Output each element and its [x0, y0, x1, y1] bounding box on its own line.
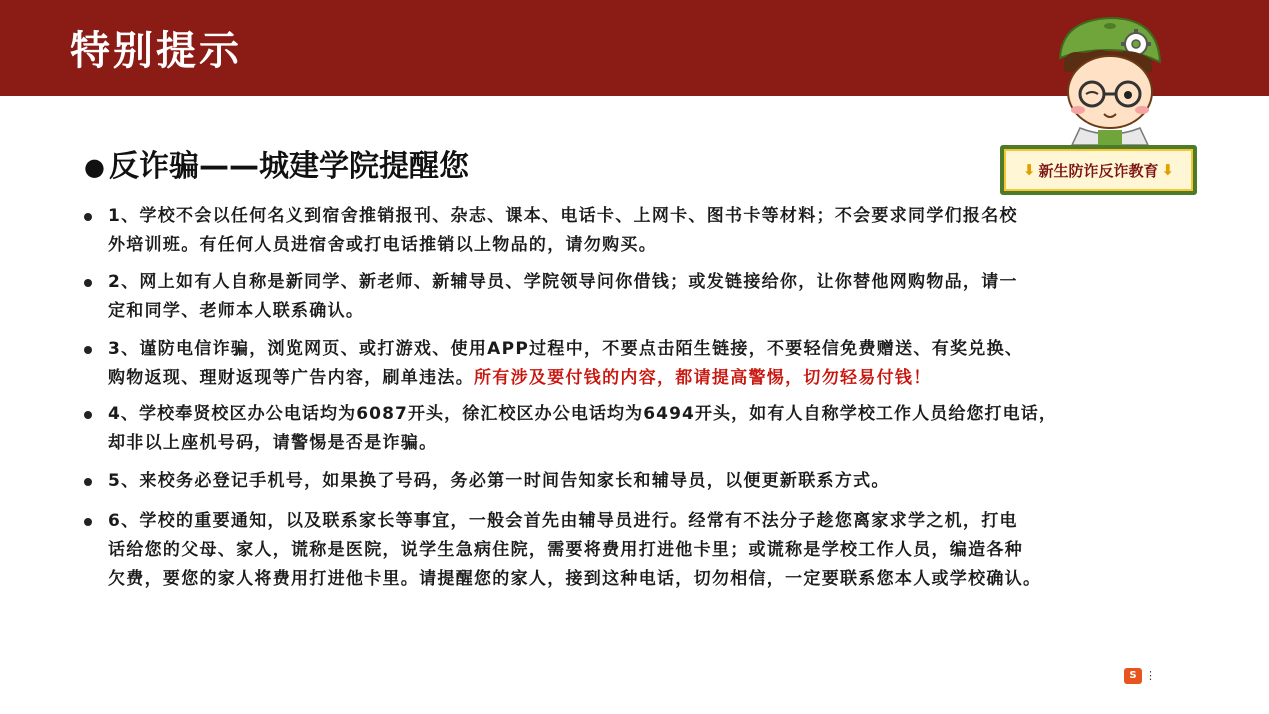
- page-title: 特别提示: [70, 28, 242, 74]
- list-item-line: 欠费，要您的家人将费用打进他卡里。请提醒您的家人，接到这种电话，切勿相信，一定要联系您本人或学校确认。: [108, 569, 1042, 589]
- bullet-icon: [84, 518, 92, 526]
- list-item-line: 2、网上如有人自称是新同学、新老师、新辅导员、学院领导问你借钱；或发链接给你，让你替他网购物品，请一: [108, 272, 1018, 292]
- list-item-line: 3、谨防电信诈骗，浏览网页、或打游戏、使用APP过程中，不要点击陌生链接，不要轻信免费赠送、有奖兑换、: [108, 339, 1024, 359]
- list-item-line: 却非以上座机号码，请警惕是否是诈骗。: [108, 433, 438, 453]
- list-item-line: 话给您的父母、家人，谎称是医院，说学生急病住院，需要将费用打进他卡里；或谎称是学校工作人员，编造各种: [108, 540, 1023, 560]
- list-item-line: [108, 366, 1228, 391]
- section-title: [84, 146, 469, 188]
- bullet-icon: [84, 213, 92, 221]
- badge-label: 新生防诈反诈教育: [1038, 161, 1159, 180]
- bullet-icon: [84, 346, 92, 354]
- list-item-line: 6、学校的重要通知，以及联系家长等事宜，一般会首先由辅导员进行。经常有不法分子趁您离家求学之机，打电: [108, 511, 1018, 531]
- more-icon[interactable]: ⋮: [1145, 669, 1156, 682]
- list-item-text: 购物返现、理财返现等广告内容，刷单违法。: [108, 368, 474, 388]
- list-item-line: 1、学校不会以任何名义到宿舍推销报刊、杂志、课本、电话卡、上网卡、图书卡等材料；不会要求同学们报名校: [108, 206, 1018, 226]
- list-item-line: 定和同学、老师本人联系确认。: [108, 301, 365, 321]
- bullet-icon: ●: [84, 153, 105, 181]
- list-item-line: 4、学校奉贤校区办公电话均为6087开头，徐汇校区办公电话均为6494开头，如有人自称学校工作人员给您打电话，: [108, 404, 1057, 424]
- app-logo-icon: S: [1124, 668, 1142, 684]
- education-badge: [1000, 145, 1197, 195]
- warning-highlight: 所有涉及要付钱的内容，都请提高警惕，切勿轻易付钱！: [474, 368, 932, 388]
- bullet-icon: [84, 411, 92, 419]
- list-item-line: 外培训班。有任何人员进宿舍或打电话推销以上物品的，请勿购买。: [108, 235, 657, 255]
- arrow-down-icon: ⬇: [1161, 161, 1175, 179]
- mascot-illustration: [1040, 10, 1190, 145]
- bullet-icon: [84, 478, 92, 486]
- arrow-down-icon: ⬇: [1022, 161, 1036, 179]
- bullet-icon: [84, 279, 92, 287]
- section-title-text: 反诈骗——城建学院提醒您: [108, 149, 469, 184]
- list-item-line: 5、来校务必登记手机号，如果换了号码，务必第一时间告知家长和辅导员，以便更新联系方式。: [108, 471, 890, 491]
